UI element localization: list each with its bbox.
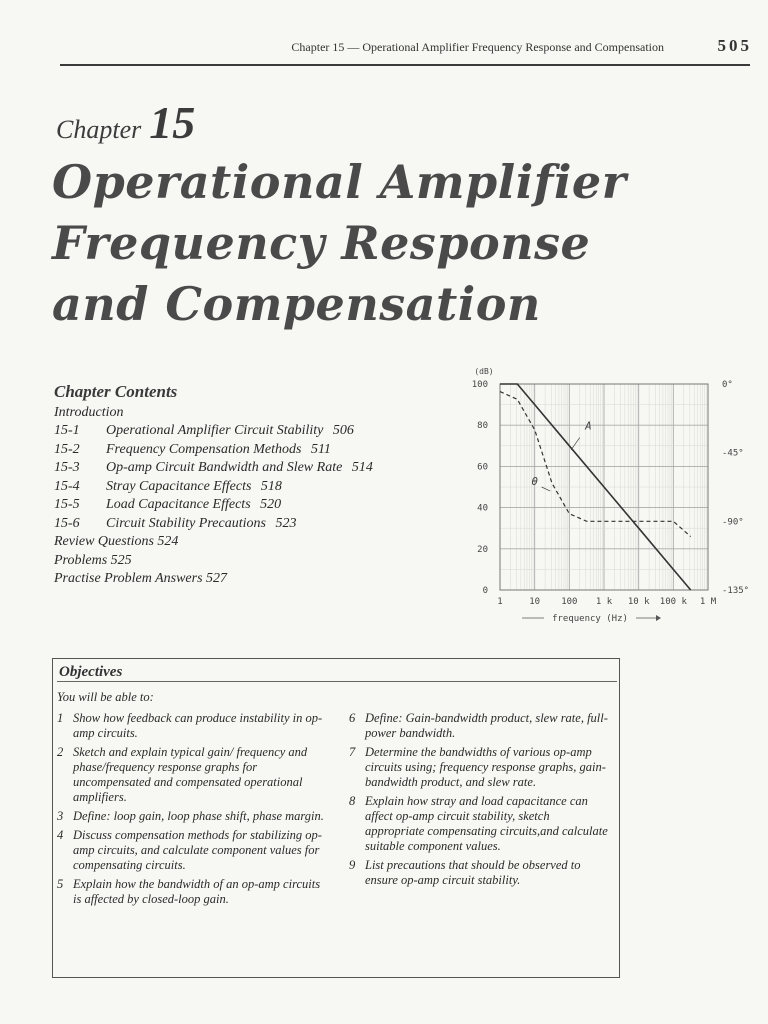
- contents-extra: Practise Problem Answers 527: [54, 571, 228, 586]
- phase-tick-label: -135°: [722, 586, 750, 596]
- contents-row: [54, 515, 454, 534]
- phase-tick-label: -90°: [722, 517, 744, 528]
- y-tick-label: 0: [482, 586, 488, 596]
- objective-text: Discuss compensation methods for stabilizing op-amp circuits, and calculate component values for compensating circuits.: [73, 828, 322, 872]
- x-axis-label: frequency (Hz): [552, 614, 628, 624]
- objectives-box: [52, 658, 620, 978]
- section-page: 520: [260, 497, 282, 512]
- phase-tick-label: -45°: [722, 448, 744, 459]
- objective-item: [349, 858, 611, 888]
- section-page: 506: [332, 423, 354, 438]
- objective-item: [349, 711, 611, 741]
- section-page: 518: [260, 478, 282, 494]
- objective-text: Determine the bandwidths of various op-amp circuits using; frequency response graphs, gain-bandwidth product, and slew rate.: [365, 745, 606, 789]
- chapter-title-line: and Compensation: [52, 277, 541, 331]
- objectives-left-column: [57, 711, 327, 911]
- objective-number: 7: [349, 745, 356, 759]
- section-page: 511: [310, 441, 331, 457]
- contents-extra: Review Questions 524: [54, 534, 179, 549]
- phase-response-line: [500, 392, 691, 537]
- section-number: 15-5: [54, 497, 80, 512]
- page-number: 505: [717, 36, 752, 55]
- objective-number: 9: [349, 858, 356, 872]
- section-title: Frequency Compensation Methods: [106, 441, 302, 457]
- section-title: Op-amp Circuit Bandwidth and Slew Rate: [106, 460, 343, 475]
- objective-item: [57, 828, 327, 873]
- objective-item: [349, 745, 611, 790]
- x-tick-label: 100 k: [659, 597, 687, 607]
- y-tick-label: 100: [471, 380, 488, 390]
- objective-text: Sketch and explain typical gain/ frequency and phase/frequency response graphs for uncompensated and compensated operational amplifiers.: [73, 745, 308, 804]
- x-tick-label: 10 k: [627, 597, 650, 607]
- objective-text: Define: Gain-bandwidth product, slew rate, full-power bandwidth.: [365, 711, 608, 740]
- gain-label-pointer: [571, 438, 580, 450]
- objective-item: [57, 711, 327, 741]
- phase-series-label: θ: [531, 474, 538, 488]
- section-number: 15-4: [54, 478, 80, 494]
- objective-item: [57, 745, 327, 805]
- chapter-contents: [54, 382, 454, 589]
- y-tick-label: 20: [477, 544, 488, 555]
- objective-number: 5: [57, 877, 64, 891]
- frequency-response-chart: [460, 362, 760, 624]
- objective-number: 6: [349, 711, 356, 725]
- gain-series-label: A: [585, 419, 592, 433]
- contents-row: [54, 496, 454, 515]
- contents-row: [54, 441, 454, 460]
- objective-number: 4: [57, 828, 64, 842]
- running-title: Chapter 15 — Operational Amplifier Frequency Response and Compensation: [291, 40, 664, 54]
- contents-heading: Chapter Contents: [54, 382, 178, 401]
- chapter-number: 15: [149, 97, 196, 148]
- header-rule: [60, 64, 750, 66]
- x-tick-label: 1 k: [595, 597, 613, 607]
- objective-item: [349, 794, 611, 854]
- y-tick-label: 40: [477, 503, 488, 514]
- phase-label-pointer: [542, 487, 551, 491]
- section-title: Circuit Stability Precautions: [106, 515, 266, 531]
- objective-item: [57, 809, 327, 824]
- objective-text: List precautions that should be observed to ensure op-amp circuit stability.: [365, 858, 581, 887]
- section-page: 514: [351, 460, 373, 475]
- section-number: 15-3: [54, 460, 80, 475]
- section-number: 15-2: [54, 441, 80, 457]
- chapter-title-line: Operational Amplifier: [52, 155, 627, 209]
- contents-row: [54, 459, 454, 478]
- objectives-lead: You will be able to:: [57, 690, 154, 704]
- objective-text: Define: loop gain, loop phase shift, phase margin.: [73, 809, 324, 823]
- objective-text: Explain how stray and load capacitance can affect op-amp circuit stability, sketch appropriate compensating circuits,and calculate suitable component values.: [365, 794, 608, 853]
- x-label-arrowhead: [656, 615, 661, 621]
- section-page: 523: [275, 515, 297, 531]
- objective-item: [57, 877, 327, 907]
- objective-text: Explain how the bandwidth of an op-amp circuits is affected by closed-loop gain.: [73, 877, 321, 906]
- y-tick-label: 80: [477, 421, 488, 432]
- objective-text: Show how feedback can produce instability in op-amp circuits.: [73, 711, 323, 740]
- section-title: Operational Amplifier Circuit Stability: [106, 423, 324, 438]
- objective-number: 3: [57, 809, 64, 823]
- chapter-title: [52, 152, 732, 335]
- objectives-underline: [57, 681, 617, 682]
- objective-number: 1: [57, 711, 64, 725]
- objectives-heading: Objectives: [59, 664, 123, 680]
- section-number: 15-6: [54, 515, 80, 531]
- section-number: 15-1: [54, 423, 80, 438]
- x-tick-label: 1 M: [699, 597, 717, 607]
- contents-intro: Introduction: [54, 405, 124, 420]
- running-head: [0, 38, 752, 58]
- phase-tick-label: 0°: [722, 380, 733, 390]
- contents-row: [54, 422, 454, 441]
- y-unit-label: (dB): [474, 367, 494, 376]
- chapter-label: [56, 96, 195, 149]
- chapter-title-line: Frequency Response: [52, 216, 591, 270]
- x-tick-label: 100: [561, 597, 578, 607]
- y-tick-label: 60: [477, 462, 488, 473]
- section-title: Load Capacitance Effects: [106, 497, 251, 512]
- objective-number: 2: [57, 745, 64, 759]
- x-tick-label: 1: [497, 597, 503, 607]
- section-title: Stray Capacitance Effects: [106, 478, 252, 494]
- objective-number: 8: [349, 794, 356, 808]
- objectives-right-column: [349, 711, 611, 892]
- contents-extra: Problems 525: [54, 552, 132, 568]
- chapter-word: Chapter: [56, 115, 142, 144]
- contents-row: [54, 478, 454, 497]
- x-tick-label: 10: [529, 597, 541, 607]
